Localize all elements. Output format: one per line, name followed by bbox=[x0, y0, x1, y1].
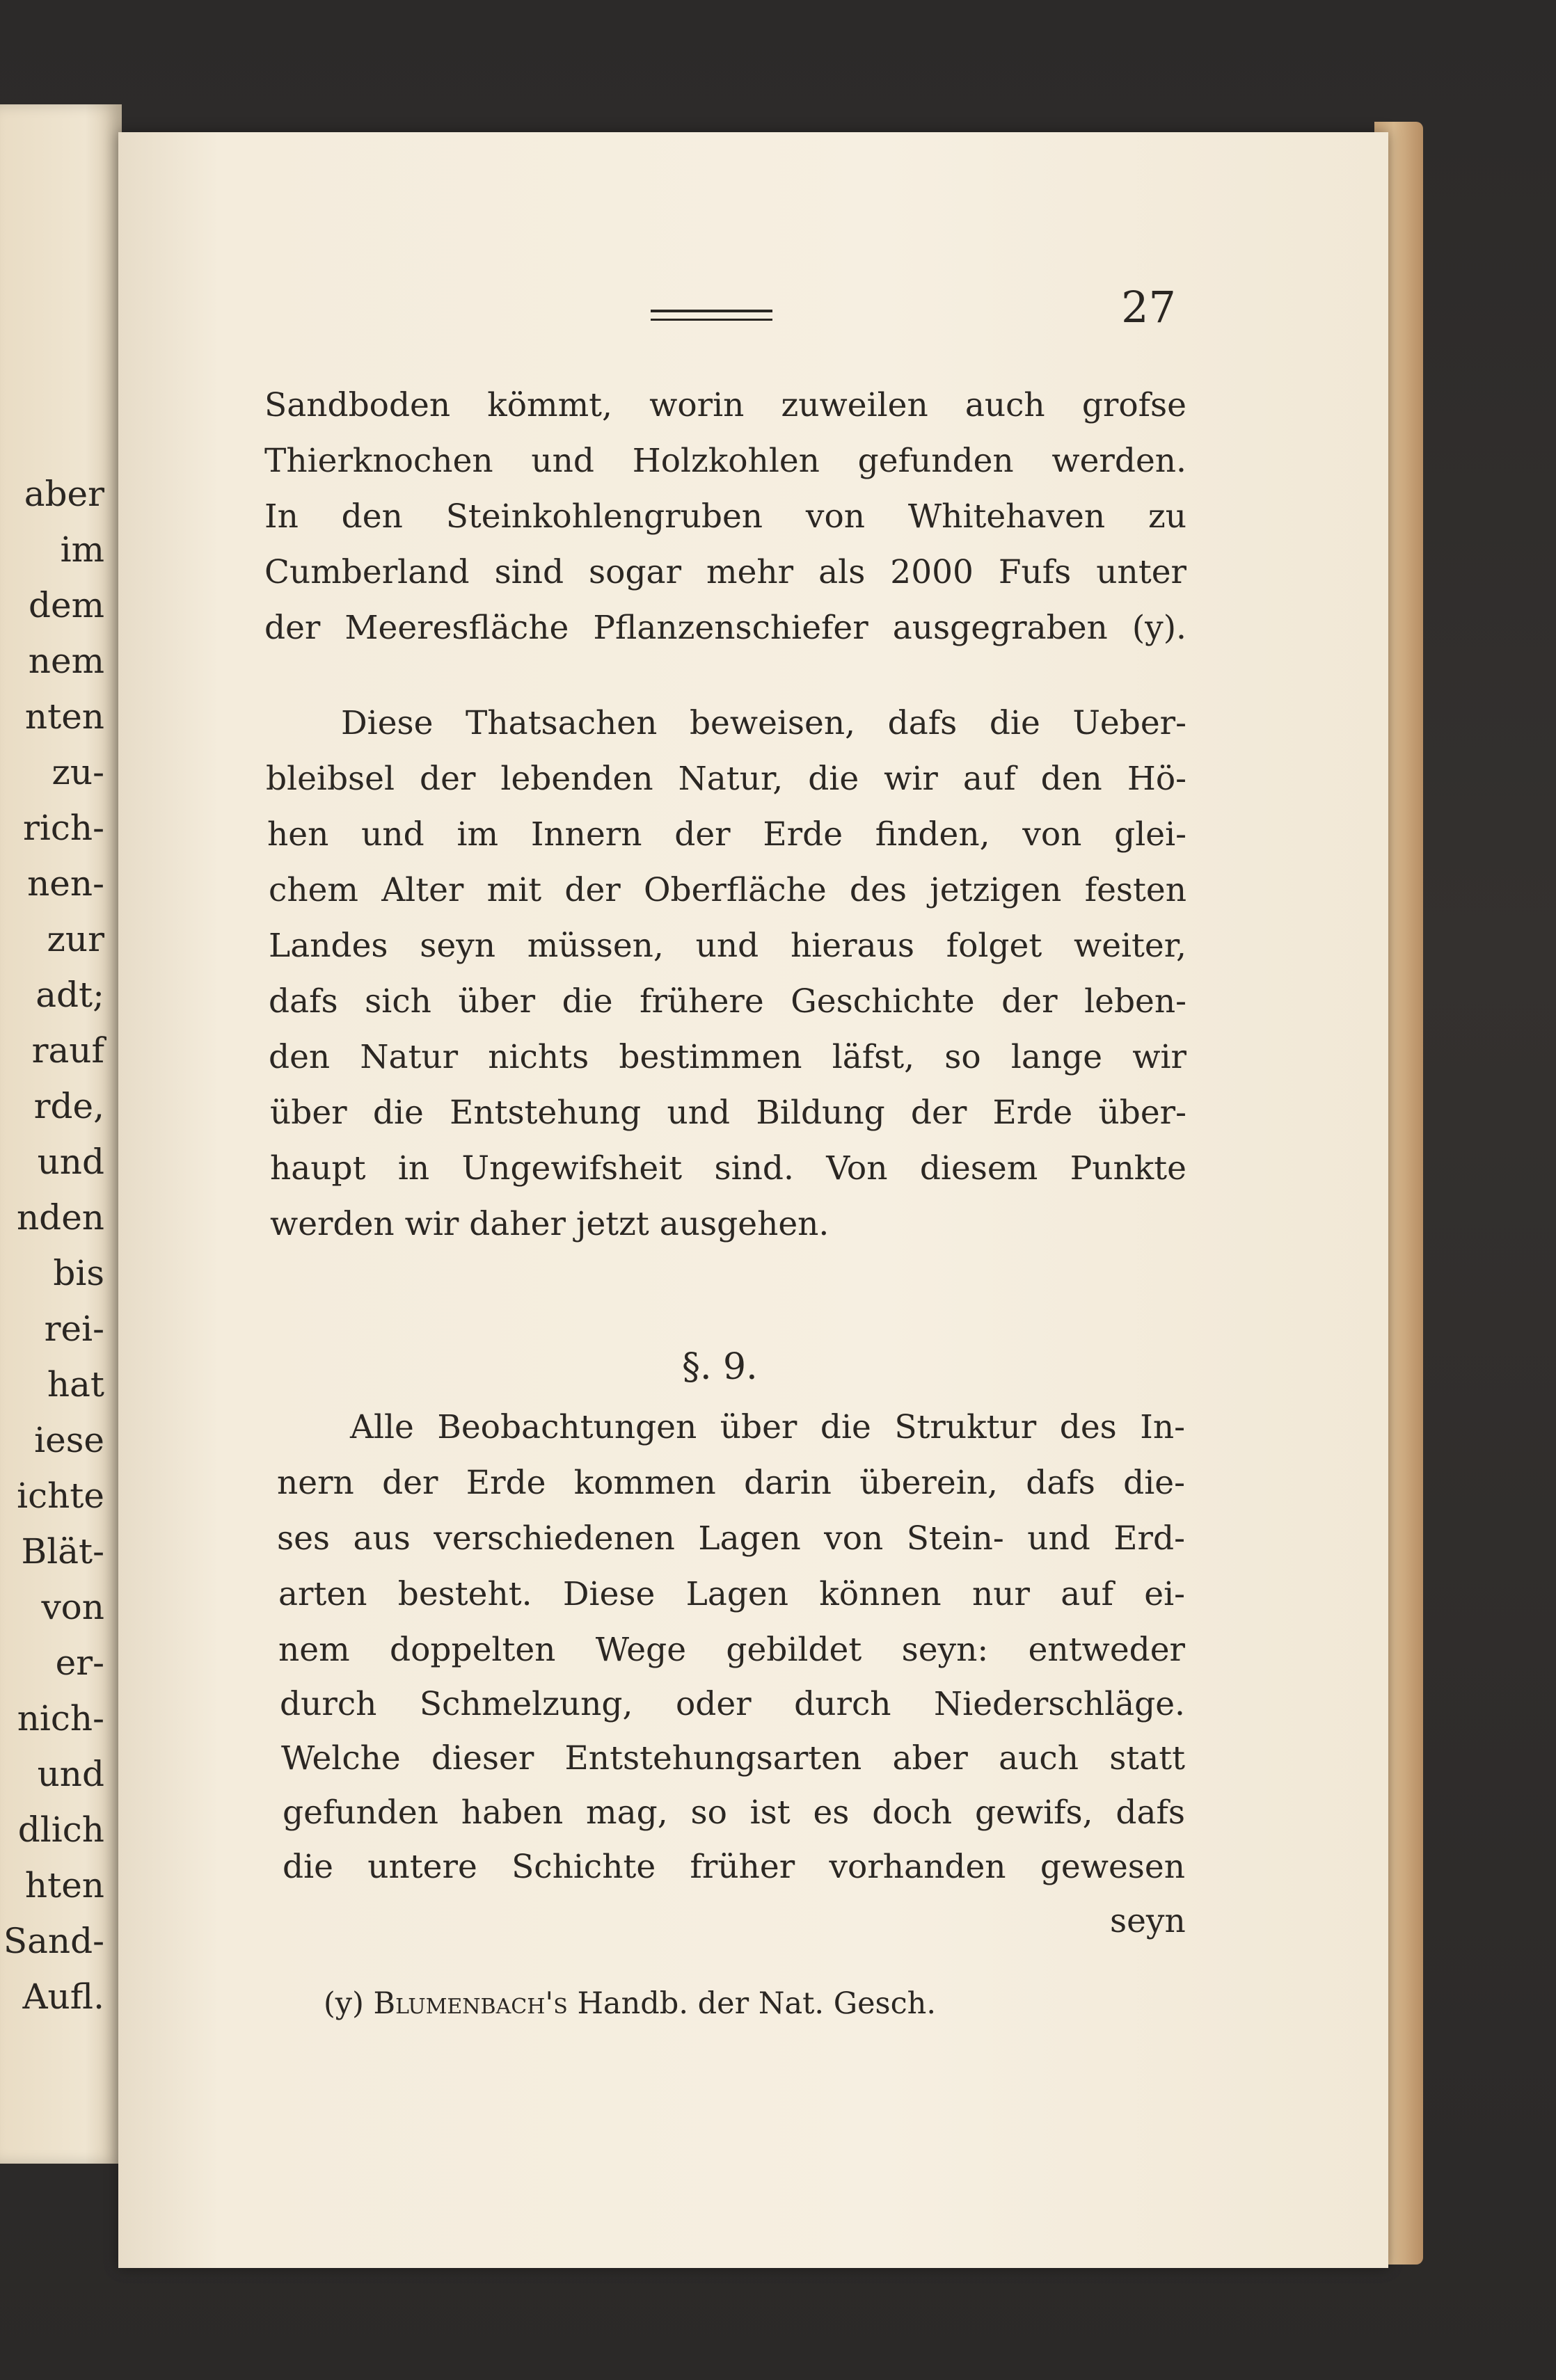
text-line: nern der Erde kommen darin überein, dafs die- bbox=[277, 1464, 1185, 1502]
left-page-fragment: hten bbox=[24, 1865, 104, 1906]
left-page-fragment: aber bbox=[24, 474, 104, 514]
left-page-fragment: iese bbox=[34, 1420, 104, 1460]
text-line: die untere Schichte früher vorhanden gewesen bbox=[283, 1848, 1185, 1886]
left-page-fragment: dlich bbox=[17, 1810, 104, 1850]
text-line: hen und im Innern der Erde finden, von glei- bbox=[267, 815, 1186, 854]
text-line: Alle Beobachtungen über die Struktur des In- bbox=[350, 1408, 1185, 1446]
left-page-fragment: hat bbox=[47, 1364, 104, 1405]
text-line: Sandboden kömmt, worin zuweilen auch grofse bbox=[264, 386, 1186, 424]
text-line: In den Steinkohlengruben von Whitehaven zu bbox=[264, 497, 1186, 536]
left-page-fragment: zur bbox=[47, 919, 104, 959]
left-page-fragment: und bbox=[37, 1754, 104, 1794]
text-line: der Meeresfläche Pflanzenschiefer ausgegraben (y). bbox=[264, 609, 1186, 647]
left-page-fragment: nen- bbox=[27, 863, 104, 904]
text-line: werden wir daher jetzt ausgehen. bbox=[270, 1205, 829, 1243]
footnote-marker: (y) bbox=[324, 1986, 364, 2021]
left-page-fragment: rei- bbox=[44, 1309, 104, 1349]
left-page-fragment: rauf bbox=[31, 1030, 104, 1071]
text-line: durch Schmelzung, oder durch Niederschläge. bbox=[280, 1685, 1185, 1723]
text-line: über die Entstehung und Bildung der Erde über- bbox=[270, 1094, 1186, 1132]
left-page-fragment: zu- bbox=[51, 752, 104, 792]
text-line: Welche dieser Entstehungsarten aber auch statt bbox=[281, 1739, 1185, 1778]
section-heading: §. 9. bbox=[682, 1346, 758, 1388]
text-line: den Natur nichts bestimmen läfst, so lange wir bbox=[269, 1038, 1186, 1076]
text-line: Thierknochen und Holzkohlen gefunden werden. bbox=[264, 442, 1186, 480]
footnote-author: Blumenbach's bbox=[373, 1986, 568, 2021]
left-page-fragment: Sand- bbox=[3, 1921, 104, 1961]
left-page-fragment: von bbox=[41, 1587, 104, 1627]
text-line: bleibsel der lebenden Natur, die wir auf den Hö- bbox=[266, 760, 1186, 798]
left-page-fragment: bis bbox=[53, 1253, 104, 1293]
text-line: chem Alter mit der Oberfläche des jetzigen festen bbox=[269, 871, 1186, 909]
left-page-fragment: rde, bbox=[33, 1086, 104, 1126]
left-page-fragment: nden bbox=[16, 1197, 104, 1238]
text-line: arten besteht. Diese Lagen können nur auf ei- bbox=[278, 1575, 1185, 1613]
header-rule bbox=[651, 310, 772, 321]
footnote bbox=[324, 1986, 936, 2021]
left-page-fragment: ichte bbox=[17, 1476, 104, 1516]
text-line: Landes seyn müssen, und hieraus folget weiter, bbox=[269, 927, 1186, 965]
left-page-fragment: nten bbox=[24, 696, 104, 737]
left-page-fragment: Aufl. bbox=[22, 1976, 104, 2017]
footnote-text: Handb. der Nat. Gesch. bbox=[577, 1986, 937, 2021]
left-page-fragment: adt; bbox=[35, 975, 104, 1015]
left-page-fragment: rich- bbox=[23, 808, 104, 848]
left-page-fragment: und bbox=[37, 1142, 104, 1182]
text-line: dafs sich über die frühere Geschichte der leben- bbox=[269, 982, 1186, 1021]
text-line: gefunden haben mag, so ist es doch gewifs, dafs bbox=[283, 1794, 1185, 1832]
left-page-fragment: dem bbox=[28, 585, 104, 625]
text-line: Diese Thatsachen beweisen, dafs die Ueber- bbox=[341, 704, 1186, 742]
catchword: seyn bbox=[1110, 1902, 1186, 1940]
left-page bbox=[0, 104, 122, 2164]
text-line: Cumberland sind sogar mehr als 2000 Fufs unter bbox=[264, 553, 1186, 591]
text-line: haupt in Ungewifsheit sind. Von diesem Punkte bbox=[270, 1149, 1186, 1188]
left-page-fragment: Blät- bbox=[21, 1531, 104, 1572]
text-line: nem doppelten Wege gebildet seyn: entweder bbox=[278, 1631, 1185, 1669]
left-page-fragment: nich- bbox=[17, 1698, 104, 1739]
text-line: ses aus verschiedenen Lagen von Stein- und Erd- bbox=[277, 1519, 1185, 1558]
left-page-fragment: er- bbox=[55, 1643, 104, 1683]
left-page-text bbox=[0, 466, 111, 2024]
page-number: 27 bbox=[1121, 282, 1176, 333]
left-page-fragment: im bbox=[60, 529, 104, 570]
left-page-fragment: nem bbox=[28, 641, 104, 681]
